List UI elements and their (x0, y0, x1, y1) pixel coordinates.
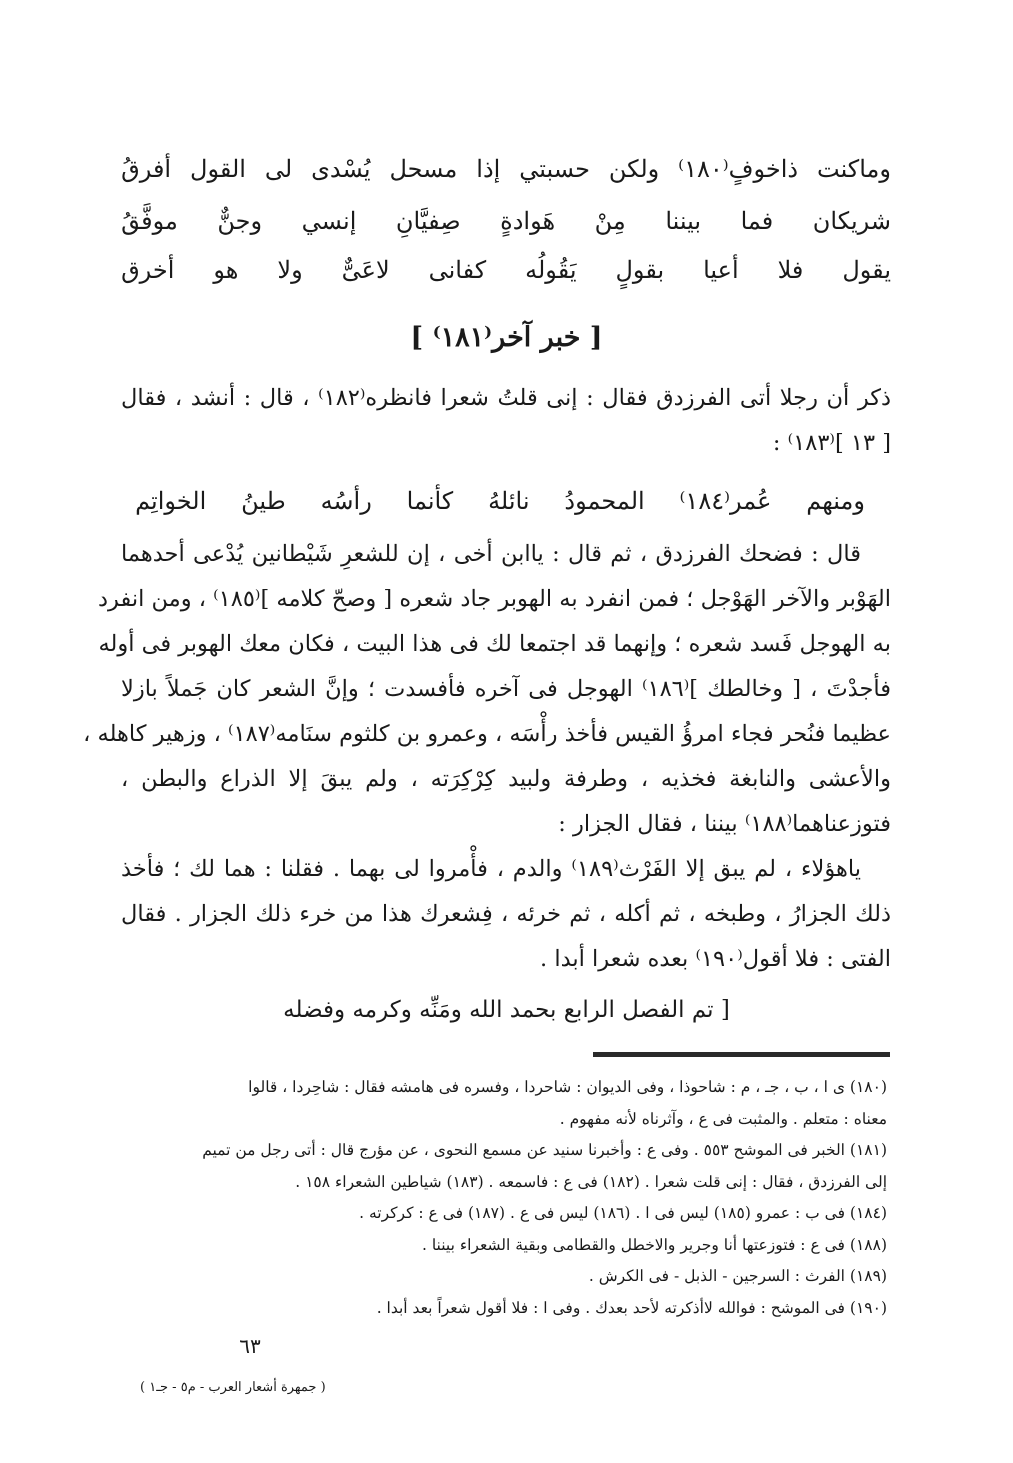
poem-verse-1 (121, 148, 891, 190)
body-line: فتوزعناهما⁽١٨٨⁾ بيننا ، فقال الجزار : (558, 811, 891, 837)
poem-word: نائلهُ (488, 487, 530, 515)
footnote-line: معناه : متعلم . والمثبت فى ع ، وآثرناه لأنه مفهوم . (559, 1109, 887, 1128)
poem-word: وماكنت (817, 155, 891, 183)
footnote-divider (593, 1052, 890, 1057)
body-line: فأجدْتَ ، [ وخالطك ]⁽١٨٦⁾ الهوجل فى آخره فأفسدت ؛ وإنَّ الشعر كان جَملاً بازلا (121, 676, 891, 702)
poem-word: ولا (277, 256, 303, 284)
footnote-line: (١٨٠) ى ا ، ب ، جـ ، م : شاحوذا ، وفى الديوان : شاحردا ، وفسره فى هامشه فقال : شاحِردا ، قالوا (248, 1078, 887, 1096)
section-heading: [ خبر آخر⁽١٨١⁾ ] (410, 322, 603, 353)
poem-word: هَوادةٍ (500, 207, 556, 235)
poem-word: ذاخوفٍ⁽١٨٠⁾ (678, 155, 799, 183)
poem-word: كفانى (428, 256, 487, 284)
poem-word: كأنما (406, 487, 454, 515)
body-line: الفتى : فلا أقول⁽١٩٠⁾ بعده شعرا أبدا . (540, 946, 891, 972)
poem-word: ومنهم (806, 487, 865, 515)
poem-word: عُمر⁽١٨٤⁾ (679, 487, 772, 515)
body-line: والأعشى والنابغة فخذيه ، وطرفة ولبيد كِرْكِرَته ، ولم يبقَ إلا الذراع والبطن ، (121, 766, 891, 792)
poem-word: هو (213, 256, 239, 284)
poem-verse-3 (121, 249, 891, 291)
poem-word: أعيا (703, 256, 739, 284)
poem-word: صِفيَّانِ (395, 207, 461, 235)
footnote-line: (١٨١) الخبر فى الموشح ٥٥٣ . وفى ع : وأخبرنا سنيد عن مسمع النحوى ، عن مؤرج قال : أتى رجل من تميم (202, 1141, 887, 1159)
body-line: ذلك الجزارُ ، وطبخه ، ثم أكله ، ثم خرئه ، فِشعرك هذا من خرء ذلك الجزار . فقال (121, 901, 891, 927)
body-line: الهَوْبر والآخر الهَوْجل ؛ فمن انفرد به الهوبر جاد شعره [ وصحّ كلامه ]⁽١٨٥⁾ ، ومن انفرد (98, 586, 891, 612)
body-line: به الهوجل فَسد شعره ؛ وإنهما قد اجتمعا لك فى هذا البيت ، فكان معك الهوبر فى أوله (98, 631, 891, 657)
body-line: عظيما فنُحر فجاء امرؤُ القيس فأخذ رأْسَه ، وعمرو بن كلثوم سنَامه⁽١٨٧⁾ ، وزهير كاهله ، (83, 721, 891, 747)
closing-line: [ تم الفصل الرابع بحمد الله ومَنِّه وكرمه وفضله (283, 997, 730, 1023)
poem-word: مِنْ (594, 207, 626, 235)
footnote-line: (١٨٤) فى ب : عمرو (١٨٥) ليس فى ا . (١٨٦) ليس فى ع . (١٨٧) فى ع : كركرته . (359, 1204, 887, 1222)
intro-line-1: ذكر أن رجلا أتى الفرزدق فقال : إنى قلتُ شعرا فانظره⁽١٨٢⁾ ، قال : أنشد ، فقال (121, 385, 891, 411)
poem-word: مسحل (389, 155, 458, 183)
poem-single-verse (135, 480, 865, 522)
poem-word: رأسُه (320, 487, 372, 515)
body-line: قال : فضحك الفرزدق ، ثم قال : ياابن أخى ، إن للشعرِ شَيْطانين يُدْعى أحدهما (121, 541, 861, 567)
footnote-line: (١٩٠) فى الموشح : فوالله لاأذكرته لأحد بعدك . وفى ا : فلا أقول شعراً بعد أبدا . (376, 1298, 887, 1317)
poem-word: شريكان (812, 207, 891, 235)
poem-verse-2 (121, 200, 891, 242)
footnotes (127, 1072, 887, 1324)
printer-signature: ( جمهرة أشعار العرب - م٥ - جـ١ ) (140, 1380, 326, 1395)
body-text (83, 532, 891, 982)
poem-word: طينُ (241, 487, 286, 515)
intro-paragraph (121, 376, 891, 466)
poem-word: إنسي (301, 207, 357, 235)
poem-word: موفَّقُ (121, 207, 178, 235)
poem-word: لاعَىٌّ (341, 256, 390, 284)
poem-word: فلا (777, 256, 804, 284)
footnote-line: (١٨٨) فى ع : فتوزعتها أنا وجرير والاخطل والقطامى وبقية الشعراء بيننا . (421, 1235, 887, 1254)
poem-word: فما (740, 207, 774, 235)
poem-word: إذا (476, 155, 501, 183)
poem-word: بقولٍ (615, 256, 665, 284)
body-line: ياهؤلاء ، لم يبق إلا الفَرْث⁽١٨٩⁾ والدم ، فأْمروا لى بهما . فقلنا : هما لك ؛ فأخذ (121, 856, 861, 882)
poem-word: حسبتي (519, 155, 590, 183)
intro-line-2: [ ١٣ ]⁽١٨٣⁾ : (772, 430, 891, 456)
poem-word: لى (264, 155, 293, 183)
poem-word: يَقُولُه (525, 256, 577, 284)
poem-word: القول (190, 155, 246, 183)
poem-word: المحمودُ (564, 487, 645, 515)
poem-word: الخواتِم (135, 487, 207, 515)
poem-word: يقول (842, 256, 891, 284)
footnote-line: (١٨٩) الفرث : السرجين - الذبل - فى الكرش . (588, 1267, 887, 1285)
poem-word: أخرق (121, 256, 175, 284)
poem-word: ولكن (608, 155, 660, 183)
poem-word: أفرقُ (121, 155, 172, 183)
poem-word: بيننا (665, 207, 702, 235)
poem-word: يُسْدى (311, 155, 371, 183)
page-number: ٦٣ (239, 1334, 261, 1358)
footnote-line: إلى الفرزدق ، فقال : إنى قلت شعرا . (١٨٢) فى ع : فاسمعه . (١٨٣) شياطين الشعراء ١٥٨ . (295, 1172, 887, 1191)
poem-word: وجنٌّ (217, 207, 263, 235)
